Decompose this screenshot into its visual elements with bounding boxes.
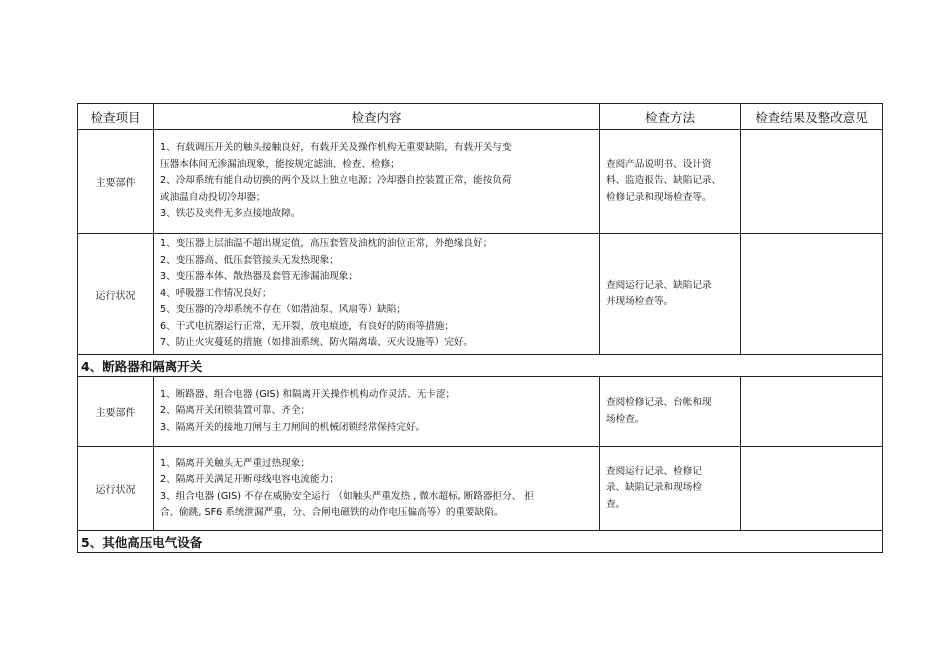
content-line: 3、组合电器 (GIS) 不存在威胁安全运行 （如触头严重发热 , 微水超标, 断路器拒分、 拒 xyxy=(160,490,534,502)
table-row xyxy=(78,377,883,447)
content-line: 1、有载调压开关的触头接触良好，有载开关及操作机构无重要缺陷，有载开关与变 xyxy=(160,142,512,154)
row-category: 运行状况 xyxy=(78,447,154,531)
method-line: 查阅运行记录、缺陷记录 xyxy=(606,279,712,291)
row-category: 主要部件 xyxy=(78,130,154,234)
content-line: 合、偷跳, SF6 系统泄漏严重，分、合闸电磁铁的动作电压偏高等）的重要缺陷。 xyxy=(160,507,504,518)
content-line: 3、变压器本体、散热器及套管无渗漏油现象； xyxy=(160,271,358,283)
row-content xyxy=(154,130,600,234)
section-title: 、断路器和隔离开关 xyxy=(89,358,203,374)
content-line: 2、冷却系统有能自动切换的两个及以上独立电源；冷却器自控装置正常，能按负荷 xyxy=(160,175,512,187)
row-result xyxy=(741,447,883,531)
content-line: 7、防止火灾蔓延的措施（如排油系统、防火隔离墙、灭火设施等）完好。 xyxy=(160,337,474,349)
header-content: 检查内容 xyxy=(154,104,600,130)
table-row xyxy=(78,130,883,234)
row-result xyxy=(741,377,883,447)
content-line: 3、隔离开关的接地刀闸与主刀闸间的机械闭锁经常保持完好。 xyxy=(160,421,426,433)
section-number: 4 xyxy=(81,358,90,374)
row-method xyxy=(600,130,741,234)
section-number: 5 xyxy=(81,534,90,550)
method-line: 料、监造报告、缺陷记录、 xyxy=(606,175,722,187)
method-line: 查阅运行记录、检修记 xyxy=(606,465,702,477)
header-method: 检查方法 xyxy=(600,104,741,130)
row-category: 主要部件 xyxy=(78,377,154,447)
method-line: 场检查。 xyxy=(606,413,645,425)
table-row xyxy=(78,234,883,355)
content-line: 1、变压器上层油温不超出规定值，高压套管及油枕的油位正常，外绝缘良好； xyxy=(160,238,493,250)
section-heading xyxy=(78,531,883,553)
row-method xyxy=(600,234,741,355)
section-title: 、其他高压电气设备 xyxy=(89,534,203,550)
content-line: 2、变压器高、低压套管接头无发热现象； xyxy=(160,254,339,266)
content-line: 5、变压器的冷却系统不存在（如潜油泵、风扇等）缺陷； xyxy=(160,304,406,316)
content-line: 1、隔离开关触头无严重过热现象； xyxy=(160,457,311,469)
row-result xyxy=(741,234,883,355)
content-line: 6、干式电抗器运行正常，无开裂、放电痕迹，有良好的防雨等措施； xyxy=(160,320,454,332)
row-result xyxy=(741,130,883,234)
row-category: 运行状况 xyxy=(78,234,154,355)
row-method xyxy=(600,447,741,531)
content-line: 或油温自动投切冷却器； xyxy=(160,191,266,203)
row-content xyxy=(154,447,600,531)
table-row xyxy=(78,447,883,531)
method-line: 查阅检修记录、台帐和现 xyxy=(606,397,712,408)
content-line: 压器本体间无渗漏油现象，能按规定滤油、检查、检修； xyxy=(160,158,400,170)
section-heading-row xyxy=(78,531,883,553)
row-method xyxy=(600,377,741,447)
inspection-table xyxy=(77,103,883,553)
method-line: 检修记录和现场检查等。 xyxy=(606,191,712,203)
method-line: 并现场检查等。 xyxy=(606,296,674,307)
content-line: 4、呼吸器工作情况良好； xyxy=(160,287,272,299)
table-header-row xyxy=(78,104,883,130)
content-line: 2、隔离开关闭锁装置可靠、齐全； xyxy=(160,405,311,417)
method-line: 查。 xyxy=(606,498,626,510)
row-content xyxy=(154,377,600,447)
section-heading xyxy=(78,355,883,377)
content-line: 2、隔离开关满足开断母线电容电流能力； xyxy=(160,474,339,485)
method-line: 录、缺陷记录和现场检 xyxy=(606,482,702,494)
content-line: 3、铁芯及夹件无多点接地故障。 xyxy=(160,208,301,220)
section-heading-row xyxy=(78,355,883,377)
method-line: 查阅产品说明书、设计资 xyxy=(606,158,712,170)
header-result: 检查结果及整改意见 xyxy=(741,104,883,130)
content-line: 1、断路器、组合电器 (GIS) 和隔离开关操作机构动作灵活、无卡涩； xyxy=(160,388,456,400)
header-item: 检查项目 xyxy=(78,104,154,130)
row-content xyxy=(154,234,600,355)
